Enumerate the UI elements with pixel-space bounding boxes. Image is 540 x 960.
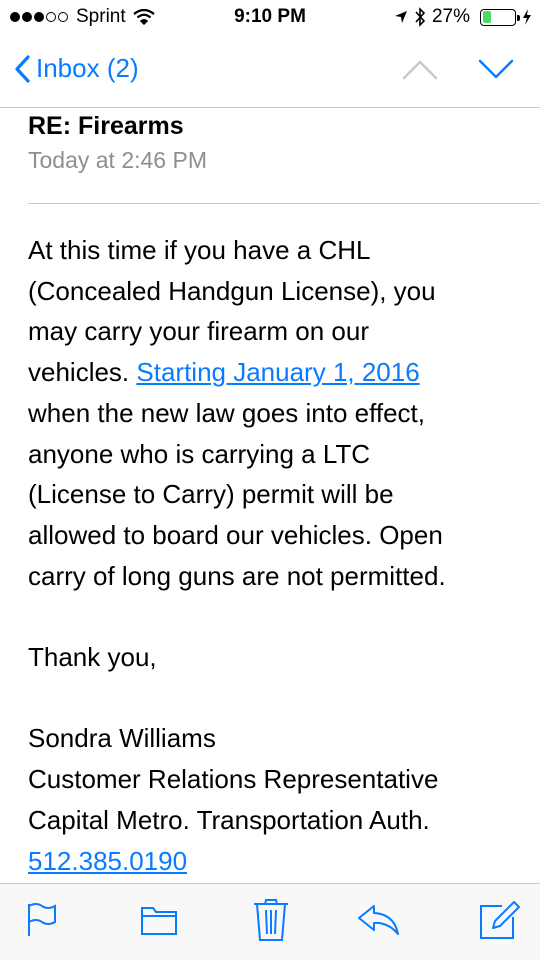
signature-title: Customer Relations Representative	[28, 764, 439, 795]
body-line: (License to Carry) permit will be	[28, 479, 394, 510]
message-navigation	[402, 58, 514, 80]
back-label: Inbox (2)	[36, 53, 139, 83]
status-right	[394, 6, 532, 28]
chevron-left-icon	[14, 55, 30, 83]
body-line: allowed to board our vehicles. Open	[28, 519, 443, 550]
body-line: may carry your firearm on our	[28, 316, 369, 347]
back-button[interactable]	[14, 53, 139, 84]
signature-name: Sondra Williams	[28, 723, 216, 754]
charging-icon	[522, 9, 532, 25]
status-time: 9:10 PM	[234, 6, 306, 27]
message-date: Today at 2:46 PM	[28, 147, 207, 173]
reply-icon[interactable]	[356, 902, 400, 938]
body-line: carry of long guns are not permitted.	[28, 560, 446, 591]
nav-bar	[0, 36, 540, 108]
chevron-up-icon[interactable]	[402, 58, 438, 80]
folder-icon[interactable]	[140, 902, 178, 938]
battery-level	[483, 11, 491, 23]
compose-icon[interactable]	[478, 900, 522, 940]
trash-icon[interactable]	[252, 898, 290, 942]
header-divider	[28, 203, 540, 204]
battery-icon	[480, 9, 516, 26]
status-bar	[0, 0, 540, 36]
bottom-toolbar	[0, 883, 540, 960]
chevron-down-icon[interactable]	[478, 58, 514, 80]
date-link[interactable]: Starting January 1, 2016	[136, 357, 420, 388]
body-line	[28, 352, 518, 393]
body-line: when the new law goes into effect,	[28, 397, 425, 428]
battery-percent: 27%	[431, 6, 470, 27]
phone-link[interactable]: 512.385.0190	[28, 845, 188, 876]
bluetooth-icon	[414, 7, 426, 27]
signature-org: Capital Metro. Transportation Auth.	[28, 804, 430, 835]
body-line: At this time if you have a CHL	[28, 235, 371, 265]
message-body	[28, 230, 518, 881]
message-subject: RE: Firearms	[28, 112, 184, 140]
carrier-name: Sprint	[76, 6, 126, 27]
flag-icon[interactable]	[26, 902, 58, 938]
location-icon	[394, 10, 408, 24]
body-text: vehicles.	[28, 357, 137, 388]
body-line: (Concealed Handgun License), you	[28, 275, 436, 306]
closing-text: Thank you,	[28, 642, 157, 673]
body-line: anyone who is carrying a LTC	[28, 438, 371, 469]
